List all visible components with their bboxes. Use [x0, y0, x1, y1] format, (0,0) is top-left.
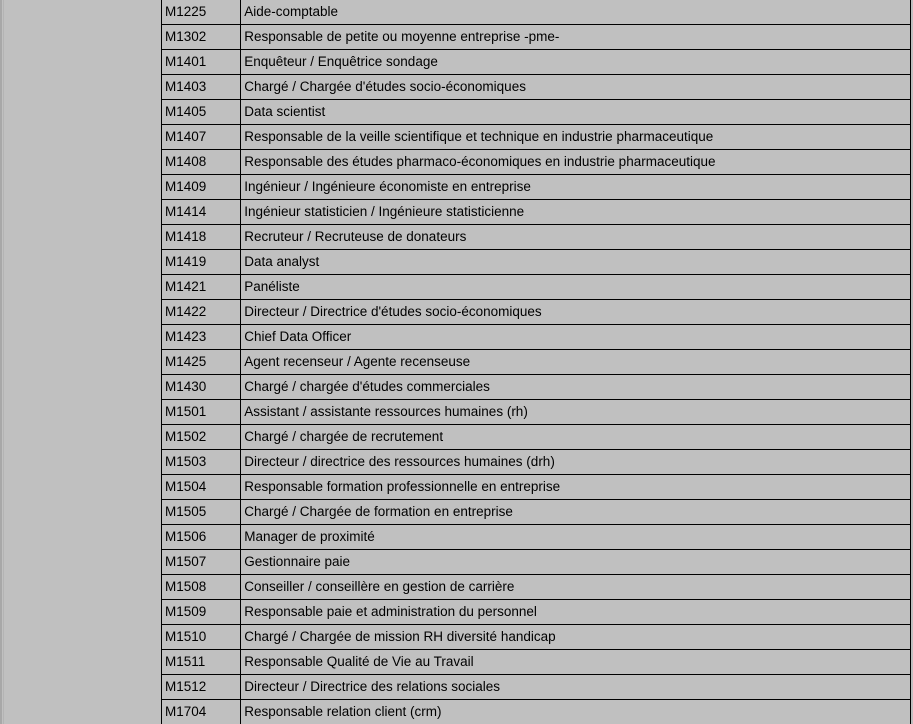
table-row — [162, 300, 911, 325]
code-cell[interactable]: M1501 — [162, 400, 241, 425]
label-cell[interactable]: Responsable de petite ou moyenne entreprise -pme- — [241, 25, 911, 50]
label-cell[interactable]: Data scientist — [241, 100, 911, 125]
code-cell[interactable]: M1508 — [162, 575, 241, 600]
code-cell[interactable]: M1405 — [162, 100, 241, 125]
label-cell[interactable]: Directeur / Directrice d'études socio-économiques — [241, 300, 911, 325]
code-cell[interactable]: M1509 — [162, 600, 241, 625]
table-row — [162, 0, 911, 25]
code-cell[interactable]: M1409 — [162, 175, 241, 200]
table-row — [162, 100, 911, 125]
job-codes-table — [161, 0, 911, 724]
table-row — [162, 500, 911, 525]
table-row — [162, 675, 911, 700]
code-cell[interactable]: M1403 — [162, 75, 241, 100]
table-row — [162, 75, 911, 100]
window-left-border — [0, 0, 2, 724]
table-row — [162, 425, 911, 450]
table-row — [162, 450, 911, 475]
label-cell[interactable]: Responsable relation client (crm) — [241, 700, 911, 724]
code-cell[interactable]: M1507 — [162, 550, 241, 575]
code-cell[interactable]: M1504 — [162, 475, 241, 500]
table-row — [162, 650, 911, 675]
code-cell[interactable]: M1408 — [162, 150, 241, 175]
table-row — [162, 575, 911, 600]
table-row — [162, 625, 911, 650]
code-cell[interactable]: M1704 — [162, 700, 241, 724]
table-body — [162, 0, 911, 724]
label-cell[interactable]: Chargé / chargée d'études commerciales — [241, 375, 911, 400]
code-cell[interactable]: M1506 — [162, 525, 241, 550]
code-cell[interactable]: M1421 — [162, 275, 241, 300]
code-cell[interactable]: M1505 — [162, 500, 241, 525]
label-cell[interactable]: Responsable formation professionnelle en entreprise — [241, 475, 911, 500]
table-row — [162, 125, 911, 150]
label-cell[interactable]: Data analyst — [241, 250, 911, 275]
label-cell[interactable]: Assistant / assistante ressources humaines (rh) — [241, 400, 911, 425]
table-row — [162, 200, 911, 225]
code-cell[interactable]: M1503 — [162, 450, 241, 475]
code-cell[interactable]: M1407 — [162, 125, 241, 150]
code-cell[interactable]: M1418 — [162, 225, 241, 250]
label-cell[interactable]: Chargé / Chargée de mission RH diversité handicap — [241, 625, 911, 650]
table-row — [162, 350, 911, 375]
table-row — [162, 25, 911, 50]
code-cell[interactable]: M1425 — [162, 350, 241, 375]
table-row — [162, 600, 911, 625]
table-row — [162, 275, 911, 300]
code-cell[interactable]: M1423 — [162, 325, 241, 350]
code-cell[interactable]: M1510 — [162, 625, 241, 650]
table-row — [162, 475, 911, 500]
label-cell[interactable]: Directeur / directrice des ressources humaines (drh) — [241, 450, 911, 475]
table-row — [162, 175, 911, 200]
table-row — [162, 325, 911, 350]
table-row — [162, 375, 911, 400]
table-row — [162, 225, 911, 250]
code-cell[interactable]: M1401 — [162, 50, 241, 75]
label-cell[interactable]: Aide-comptable — [241, 0, 911, 25]
label-cell[interactable]: Chargé / Chargée d'études socio-économiques — [241, 75, 911, 100]
table-row — [162, 550, 911, 575]
table-row — [162, 250, 911, 275]
label-cell[interactable]: Agent recenseur / Agente recenseuse — [241, 350, 911, 375]
label-cell[interactable]: Responsable Qualité de Vie au Travail — [241, 650, 911, 675]
code-cell[interactable]: M1225 — [162, 0, 241, 25]
label-cell[interactable]: Conseiller / conseillère en gestion de carrière — [241, 575, 911, 600]
label-cell[interactable]: Manager de proximité — [241, 525, 911, 550]
label-cell[interactable]: Directeur / Directrice des relations sociales — [241, 675, 911, 700]
window-left-border-inner — [3, 0, 4, 724]
code-cell[interactable]: M1422 — [162, 300, 241, 325]
code-cell[interactable]: M1512 — [162, 675, 241, 700]
spreadsheet-area — [161, 0, 911, 724]
label-cell[interactable]: Chargé / chargée de recrutement — [241, 425, 911, 450]
label-cell[interactable]: Responsable paie et administration du personnel — [241, 600, 911, 625]
code-cell[interactable]: M1302 — [162, 25, 241, 50]
table-row — [162, 700, 911, 724]
code-cell[interactable]: M1502 — [162, 425, 241, 450]
code-cell[interactable]: M1430 — [162, 375, 241, 400]
label-cell[interactable]: Gestionnaire paie — [241, 550, 911, 575]
table-row — [162, 525, 911, 550]
label-cell[interactable]: Responsable des études pharmaco-économiques en industrie pharmaceutique — [241, 150, 911, 175]
label-cell[interactable]: Chargé / Chargée de formation en entreprise — [241, 500, 911, 525]
label-cell[interactable]: Ingénieur / Ingénieure économiste en entreprise — [241, 175, 911, 200]
label-cell[interactable]: Ingénieur statisticien / Ingénieure statisticienne — [241, 200, 911, 225]
table-row — [162, 150, 911, 175]
code-cell[interactable]: M1419 — [162, 250, 241, 275]
label-cell[interactable]: Panéliste — [241, 275, 911, 300]
code-cell[interactable]: M1414 — [162, 200, 241, 225]
label-cell[interactable]: Enquêteur / Enquêtrice sondage — [241, 50, 911, 75]
table-row — [162, 400, 911, 425]
label-cell[interactable]: Chief Data Officer — [241, 325, 911, 350]
table-row — [162, 50, 911, 75]
code-cell[interactable]: M1511 — [162, 650, 241, 675]
label-cell[interactable]: Recruteur / Recruteuse de donateurs — [241, 225, 911, 250]
label-cell[interactable]: Responsable de la veille scientifique et technique en industrie pharmaceutique — [241, 125, 911, 150]
